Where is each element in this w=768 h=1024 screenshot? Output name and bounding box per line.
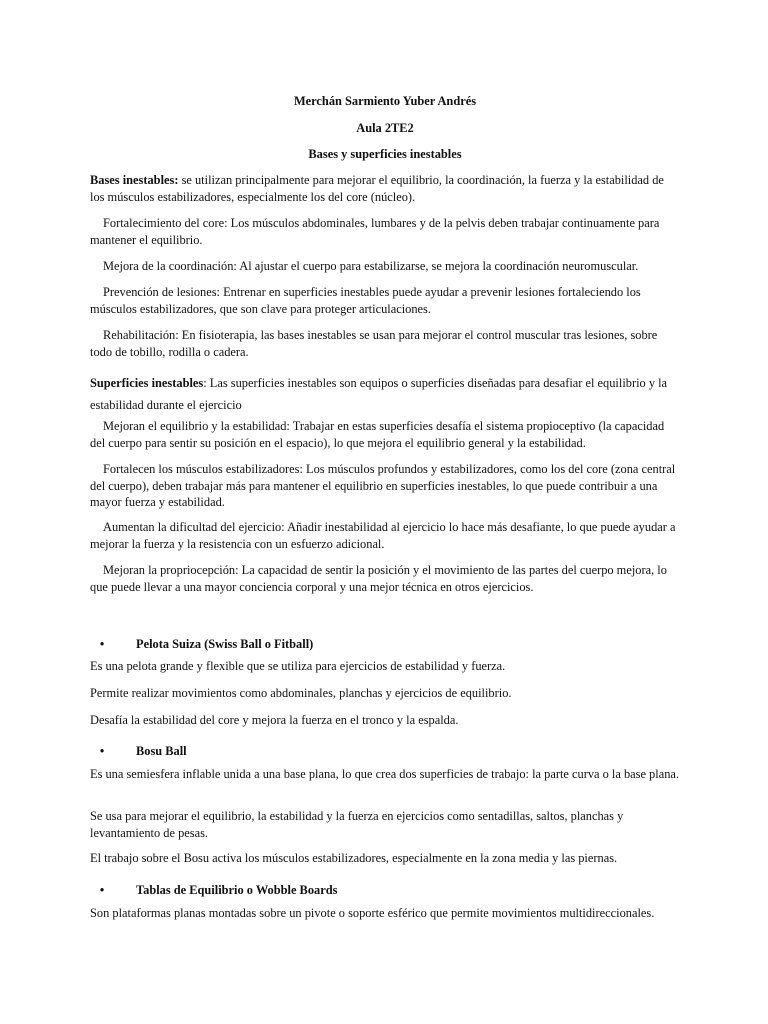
bullet-marker: • xyxy=(99,637,105,651)
bullet-marker: • xyxy=(99,883,105,897)
bases-definition-text: se utilizan principalmente para mejorar el equilibrio, la coordinación, la fuerza y la estabilidad de los músculos estabilizadores, especialmente los del core (núcleo). xyxy=(90,173,664,204)
bullet-marker: • xyxy=(99,744,105,758)
equipment-heading-bosu-ball: Bosu Ball xyxy=(136,744,187,758)
equipment-paragraph: Permite realizar movimientos como abdominales, planchas y ejercicios de equilibrio. xyxy=(90,686,512,700)
bases-term: Bases inestables: xyxy=(90,173,179,187)
surfaces-point-balance: Mejoran el equilibrio y la estabilidad: Trabajar en estas superficies desafía el sistema propioceptivo (la capacidad del cuerpo para sentir su posición en el espacio), lo que mejora el equilibrio general y la estabilidad. xyxy=(90,419,665,450)
equipment-paragraph: Es una pelota grande y flexible que se utiliza para ejercicios de estabilidad y fuerza. xyxy=(90,659,506,673)
classroom-label: Aula 2TE2 xyxy=(356,121,414,135)
equipment-paragraph: Se usa para mejorar el equilibrio, la estabilidad y la fuerza en ejercicios como sentadillas, saltos, planchas y levantamiento de pesas. xyxy=(90,809,624,840)
bases-point-coordination: Mejora de la coordinación: Al ajustar el cuerpo para estabilizarse, se mejora la coordinación neuromuscular. xyxy=(103,259,639,273)
equipment-paragraph: Son plataformas planas montadas sobre un pivote o soporte esférico que permite movimientos multidireccionales. xyxy=(90,906,655,920)
surfaces-point-stabilizers: Fortalecen los músculos estabilizadores: Los músculos profundos y estabilizadores, como los del core (zona central del cuerpo), deben trabajar más para mantener el equilibrio en superficies inestables, lo que puede contribuir a una mayor fuerza y estabilidad. xyxy=(90,462,676,509)
surfaces-definition xyxy=(90,372,680,416)
bases-point-core: Fortalecimiento del core: Los músculos abdominales, lumbares y de la pelvis deben trabajar continuamente para mantener el equilibrio. xyxy=(90,216,660,247)
bases-definition xyxy=(90,172,680,205)
document-title: Bases y superficies inestables xyxy=(308,147,462,161)
equipment-paragraph: El trabajo sobre el Bosu activa los músculos estabilizadores, especialmente en la zona media y las piernas. xyxy=(90,851,618,865)
surfaces-definition-text: : Las superficies inestables son equipos o superficies diseñadas para desafiar el equilibrio y la estabilidad durante el ejercicio xyxy=(90,376,668,412)
surfaces-point-proprioception: Mejoran la propriocepción: La capacidad de sentir la posición y el movimiento de las partes del cuerpo mejora, lo que puede llevar a una mayor conciencia corporal y una mejor técnica en otros ejercicios. xyxy=(90,563,667,594)
author-name: Merchán Sarmiento Yuber Andrés xyxy=(293,94,477,108)
equipment-heading-swiss-ball: Pelota Suiza (Swiss Ball o Fitball) xyxy=(136,637,314,651)
bases-point-injury-prevention: Prevención de lesiones: Entrenar en superficies inestables puede ayudar a prevenir lesiones fortaleciendo los músculos estabilizadores, que son clave para proteger articulaciones. xyxy=(90,285,641,316)
bases-point-rehabilitation: Rehabilitación: En fisioterapia, las bases inestables se usan para mejorar el control muscular tras lesiones, sobre todo de tobillo, rodilla o cadera. xyxy=(90,328,658,359)
equipment-heading-wobble-boards: Tablas de Equilibrio o Wobble Boards xyxy=(136,883,338,897)
surfaces-term: Superficies inestables xyxy=(90,376,204,390)
equipment-paragraph: Desafía la estabilidad del core y mejora la fuerza en el tronco y la espalda. xyxy=(90,713,459,727)
equipment-paragraph: Es una semiesfera inflable unida a una base plana, lo que crea dos superficies de trabajo: la parte curva o la base plana. xyxy=(90,767,679,781)
surfaces-point-difficulty: Aumentan la dificultad del ejercicio: Añadir inestabilidad al ejercicio lo hace más desafiante, lo que puede ayudar a mejorar la fuerza y la resistencia con un esfuerzo adicional. xyxy=(90,520,676,551)
